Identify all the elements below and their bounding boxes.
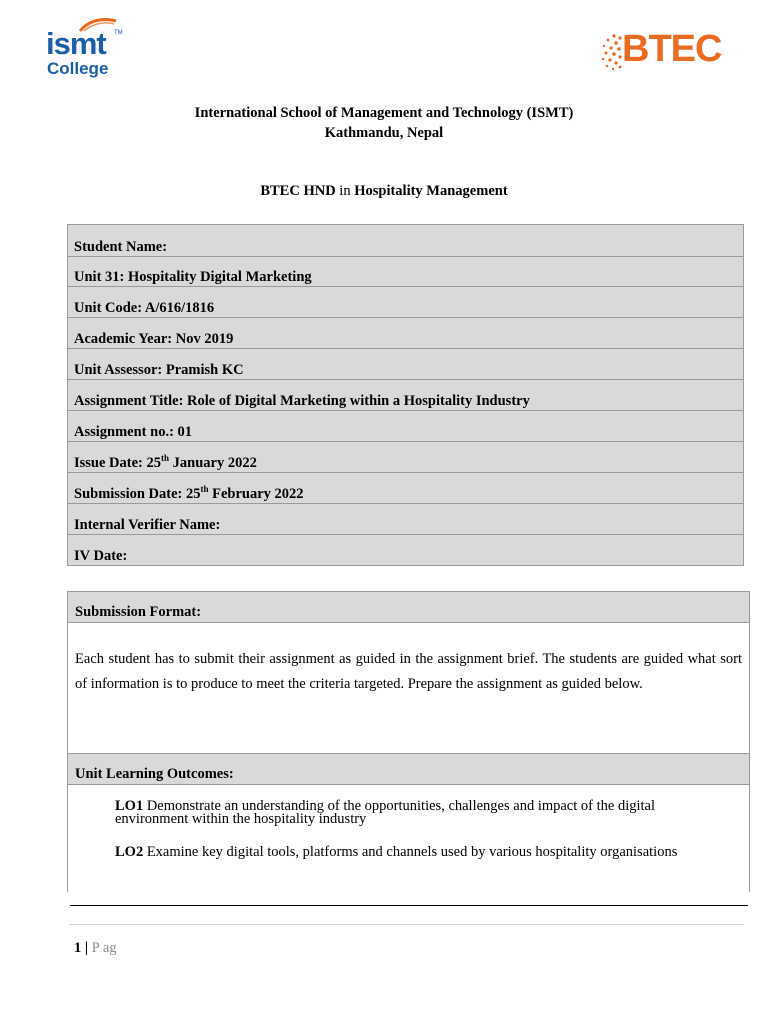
learning-outcome-lo2 (68, 826, 749, 859)
submission-date-main: Submission Date: 25 (74, 486, 201, 502)
submission-date-suffix: th (200, 484, 209, 495)
assignment-info-table (67, 224, 744, 566)
dot-pattern-icon (600, 32, 624, 72)
learning-outcomes-heading: Unit Learning Outcomes: (68, 754, 749, 785)
program-name: Hospitality Management (354, 183, 508, 199)
learning-outcome-lo1 (68, 785, 749, 826)
institution-title: International School of Management and Technology (ISMT) (194, 105, 574, 121)
lo1-text: Demonstrate an understanding of the opportunities, challenges and impact of the digital environment within the hospitality industry (115, 798, 655, 827)
student-name-row: Student Name: (68, 225, 744, 257)
page-bottom-rule (70, 905, 748, 906)
btec-logo-text: BTEC (622, 28, 722, 70)
assignment-title-row: Assignment Title: Role of Digital Marketing within a Hospitality Industry (68, 380, 744, 411)
lo1-code: LO1 (115, 798, 144, 814)
issue-date-main: Issue Date: 25 (74, 455, 161, 471)
issue-date-suffix: th (161, 453, 170, 464)
ismt-college-logo (44, 18, 123, 82)
institution-location: Kathmandu, Nepal (324, 125, 444, 141)
trademark-mark: TM (114, 30, 123, 36)
footer-rule (70, 924, 744, 925)
unit-code-row: Unit Code: A/616/1816 (68, 287, 744, 318)
ismt-logo-text: ismt (46, 26, 106, 61)
submission-date-month: February 2022 (208, 486, 304, 502)
iv-date-row: IV Date: (68, 535, 744, 566)
page-footer (74, 940, 117, 957)
lo2-code: LO2 (115, 844, 144, 860)
lo2-text: Examine key digital tools, platforms and channels used by various hospitality organisations (143, 844, 678, 860)
learning-outcomes-section (67, 753, 750, 892)
issue-date-row (68, 442, 744, 473)
unit-assessor-row: Unit Assessor: Pramish KC (68, 349, 744, 380)
page-label: P ag (91, 940, 117, 956)
issue-date-month: January 2022 (169, 455, 257, 471)
submission-format-section (67, 591, 750, 754)
submission-format-heading: Submission Format: (68, 592, 749, 623)
program-prefix: BTEC HND (260, 183, 336, 199)
program-in: in (335, 183, 355, 199)
internal-verifier-row: Internal Verifier Name: (68, 504, 744, 535)
assignment-number-row: Assignment no.: 01 (68, 411, 744, 442)
submission-date-row (68, 473, 744, 504)
page-separator: | (81, 940, 92, 956)
program-title (0, 183, 768, 200)
page-number: 1 (74, 940, 82, 956)
unit-title-row: Unit 31: Hospitality Digital Marketing (68, 257, 744, 287)
btec-logo (600, 30, 720, 74)
academic-year-row: Academic Year: Nov 2019 (68, 318, 744, 349)
college-logo-text: College (47, 59, 109, 78)
submission-format-body: Each student has to submit their assignment as guided in the assignment brief. The students are guided what sort of information is to produce to meet the criteria targeted. Prepare the assignment as guided below. (75, 651, 742, 692)
